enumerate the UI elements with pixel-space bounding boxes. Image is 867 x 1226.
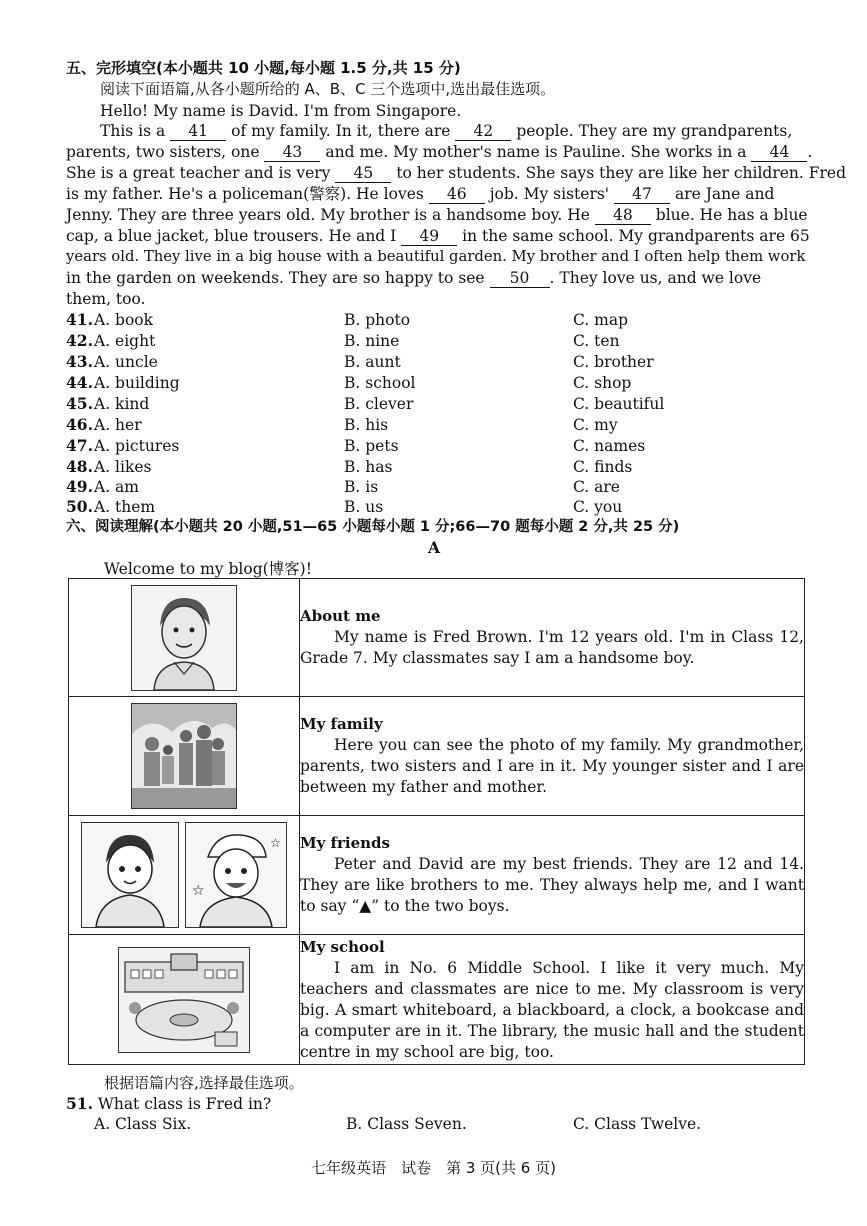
blog-heading-school: My school [300, 937, 385, 956]
option-c[interactable]: C. finds [573, 458, 633, 476]
blog-row-friends [69, 816, 805, 935]
passage-greeting: Hello! My name is David. I'm from Singapore. [100, 102, 462, 120]
blog-row-school [69, 935, 805, 1065]
section5-title: 五、完形填空(本小题共 10 小题,每小题 1.5 分,共 15 分) [66, 59, 461, 77]
option-b[interactable]: B. Class Seven. [346, 1115, 467, 1133]
family-photo-image [131, 703, 237, 809]
option-a[interactable]: A. eight [94, 332, 156, 350]
blank-49[interactable]: 49 [401, 227, 457, 246]
option-b[interactable]: B. photo [344, 311, 411, 329]
passage-line-6: cap, a blue jacket, blue trousers. He and I 49 in the same school. My grandparents are 65 [66, 227, 810, 245]
option-b[interactable]: B. has [344, 458, 393, 476]
option-a[interactable]: A. Class Six. [94, 1115, 192, 1133]
option-a[interactable]: A. them [94, 498, 156, 516]
passage-line-3: She is a great teacher and is very 45 to her students. She says they are like her children. Fred [66, 164, 847, 182]
blank-42[interactable]: 42 [455, 122, 511, 141]
option-b[interactable]: B. clever [344, 395, 414, 413]
blog-text-school: I am in No. 6 Middle School. I like it very much. My teachers and classmates are nice to me. My classroom is very big. A smart whiteboard, a blackboard, a clock, a bookcase and a computer are in it. The library, the music hall and the student centre in my school are big, too. [300, 958, 804, 1061]
option-b[interactable]: B. is [344, 478, 379, 496]
option-b[interactable]: B. aunt [344, 353, 401, 371]
blank-41[interactable]: 41 [170, 122, 226, 141]
option-a[interactable]: A. kind [94, 395, 150, 413]
option-b[interactable]: B. pets [344, 437, 399, 455]
blog-heading-friends: My friends [300, 834, 390, 852]
option-c[interactable]: C. you [573, 498, 623, 516]
section5-instruction: 阅读下面语篇,从各小题所给的 A、B、C 三个选项中,选出最佳选项。 [100, 80, 556, 98]
option-a[interactable]: A. am [94, 478, 139, 496]
blog-text-about: My name is Fred Brown. I'm 12 years old. I'm in Class 12, Grade 7. My classmates say I am a handsome boy. [300, 628, 804, 667]
svg-text:☆: ☆ [192, 883, 205, 899]
blog-text-friends: Peter and David are my best friends. They are 12 and 14. They are like brothers to me. They always help me, and I want to say “▲” to the two boys. [300, 855, 804, 915]
option-c[interactable]: C. beautiful [573, 395, 665, 413]
option-c[interactable]: C. names [573, 437, 646, 455]
option-a[interactable]: A. her [94, 416, 142, 434]
passage-line-9: them, too. [66, 290, 146, 308]
svg-text:☆: ☆ [270, 836, 281, 850]
option-c[interactable]: C. shop [573, 374, 632, 392]
option-c[interactable]: C. ten [573, 332, 620, 350]
friend-peter-image [81, 822, 179, 928]
friend-david-image [185, 822, 287, 928]
option-b[interactable]: B. nine [344, 332, 400, 350]
passage-label: A [428, 538, 441, 557]
school-image [118, 947, 250, 1053]
option-b[interactable]: B. us [344, 498, 384, 516]
option-a[interactable]: A. uncle [94, 353, 158, 371]
blank-45[interactable]: 45 [335, 164, 391, 183]
reading-instruction: 根据语篇内容,选择最佳选项。 [104, 1074, 304, 1092]
page-footer: 七年级英语 试卷 第 3 页(共 6 页) [311, 1159, 556, 1177]
option-a[interactable]: A. likes [94, 458, 152, 476]
blog-heading-about: About me [300, 607, 381, 625]
blank-44[interactable]: 44 [751, 143, 807, 162]
option-a[interactable]: A. building [94, 374, 180, 392]
blank-50[interactable]: 50 [490, 269, 550, 288]
option-c[interactable]: C. map [573, 311, 629, 329]
boy-portrait-image [131, 585, 237, 691]
passage-line-5: Jenny. They are three years old. My brother is a handsome boy. He 48 blue. He has a blue [66, 206, 808, 224]
passage-line-2: parents, two sisters, one 43 and me. My mother's name is Pauline. She works in a 44 . [66, 143, 813, 161]
section6-title: 六、阅读理解(本小题共 20 小题,51—65 小题每小题 1 分;66—70 题每小题 2 分,共 25 分) [66, 519, 680, 535]
passage-line-4: is my father. He's a policeman(警察). He loves 46 job. My sisters' 47 are Jane and [66, 185, 775, 203]
passage-line-7: years old. They live in a big house with a beautiful garden. My brother and I often help them work [66, 248, 806, 265]
blank-48[interactable]: 48 [595, 206, 651, 225]
passage-line-1: This is a 41 of my family. In it, there are 42 people. They are my grandparents, [100, 122, 793, 140]
option-c[interactable]: C. Class Twelve. [573, 1115, 702, 1133]
blank-47[interactable]: 47 [614, 185, 670, 204]
option-c[interactable]: C. my [573, 416, 618, 434]
option-c[interactable]: C. brother [573, 353, 654, 371]
blog-table [68, 578, 805, 1065]
question-51: 51. What class is Fred in? [66, 1094, 272, 1113]
option-a[interactable]: A. pictures [94, 437, 180, 455]
option-c[interactable]: C. are [573, 478, 620, 496]
option-b[interactable]: B. his [344, 416, 389, 434]
option-a[interactable]: A. book [94, 311, 154, 329]
blank-46[interactable]: 46 [429, 185, 485, 204]
blog-text-family: Here you can see the photo of my family. My grandmother, parents, two sisters and I are in it. My younger sister and I are between my father and mother. [300, 736, 804, 796]
blog-welcome: Welcome to my blog(博客)! [104, 560, 312, 578]
blog-heading-family: My family [300, 715, 383, 733]
passage-line-8: in the garden on weekends. They are so happy to see 50 . They love us, and we love [66, 269, 762, 287]
option-b[interactable]: B. school [344, 374, 416, 392]
blog-row-about [69, 579, 805, 697]
blank-43[interactable]: 43 [264, 143, 320, 162]
exam-page: 五、完形填空(本小题共 10 小题,每小题 1.5 分,共 15 分) 阅读下面语篇,从各小题所给的 A、B、C 三个选项中,选出最佳选项。 Hello! My name is David. I'm from Singapore. This is a 41 of my family. In it, there are 42 people. They are my grandparents, parents, two sisters, one 43 and me. My mother's name is Pauline. She works in a 44 . She is a great teacher and is very 45 to her students. She says they are like her children. Fred is my father. He's a policeman(警察). He loves 46 job. My sisters' 47 are Jane and Jenny. They are three years old. My brother is a handsome boy. He 48 blue. He has a blue cap, a blue jacket, blue trousers. He and I 49 in the same school. My grandparents are 65 years old. They live in a big house with a beautiful garden. My brother and I often help them work in the garden on weekends. They are so happy to see 50 . They love us, and we love them, too. 41. A. book B. photo C. map 42. A. eight B. nine C. ten 43. A. uncle B. aunt C. brother 44. A. building B. school C. shop 45. A. kind B. clever C. beautiful 46. A. her B. his C. my 47. A. pictures B. pets C. names 48. A. likes B. has C. finds 49. A. am B. is C. are 50. A. them B. us C. you 六、阅读理解(本小题共 20 小题,51—65 小题每小题 1 分;66—70 题每小题 2 分,共 25 分) A Welcome to my blog(博客)! About me My name is Fred Brown. I'm 12 years old. I'm in Class 12, Grade 7. My classmates say I am a handsome boy. My family Here you can see the photo of my family. My grandmother, parents, two sisters and I are in it. My younger sister and I are between my father and mother. ☆ ☆ My friends Peter and David are my best friends. They are 12 and 14. They are like brothers to me. They always help me, and I want to say “▲” to the two boys. My school I am in No. 6 Middle School. I like it very much. My teachers and classmates are nice to me. My classroom is very big. A smart whiteboard, a blackboard, a clock, a bookcase and a computer are in it. The library, the music hall and the student centre in my school are big, too. 根据语篇内容,选择最佳选项。 51. What class is Fred in? A. Class Six. B. Class Seven. C. Class Twelve. 七年级英语 试卷 第 3 页(共 6 页) [0, 0, 867, 1226]
blog-row-family [69, 697, 805, 816]
